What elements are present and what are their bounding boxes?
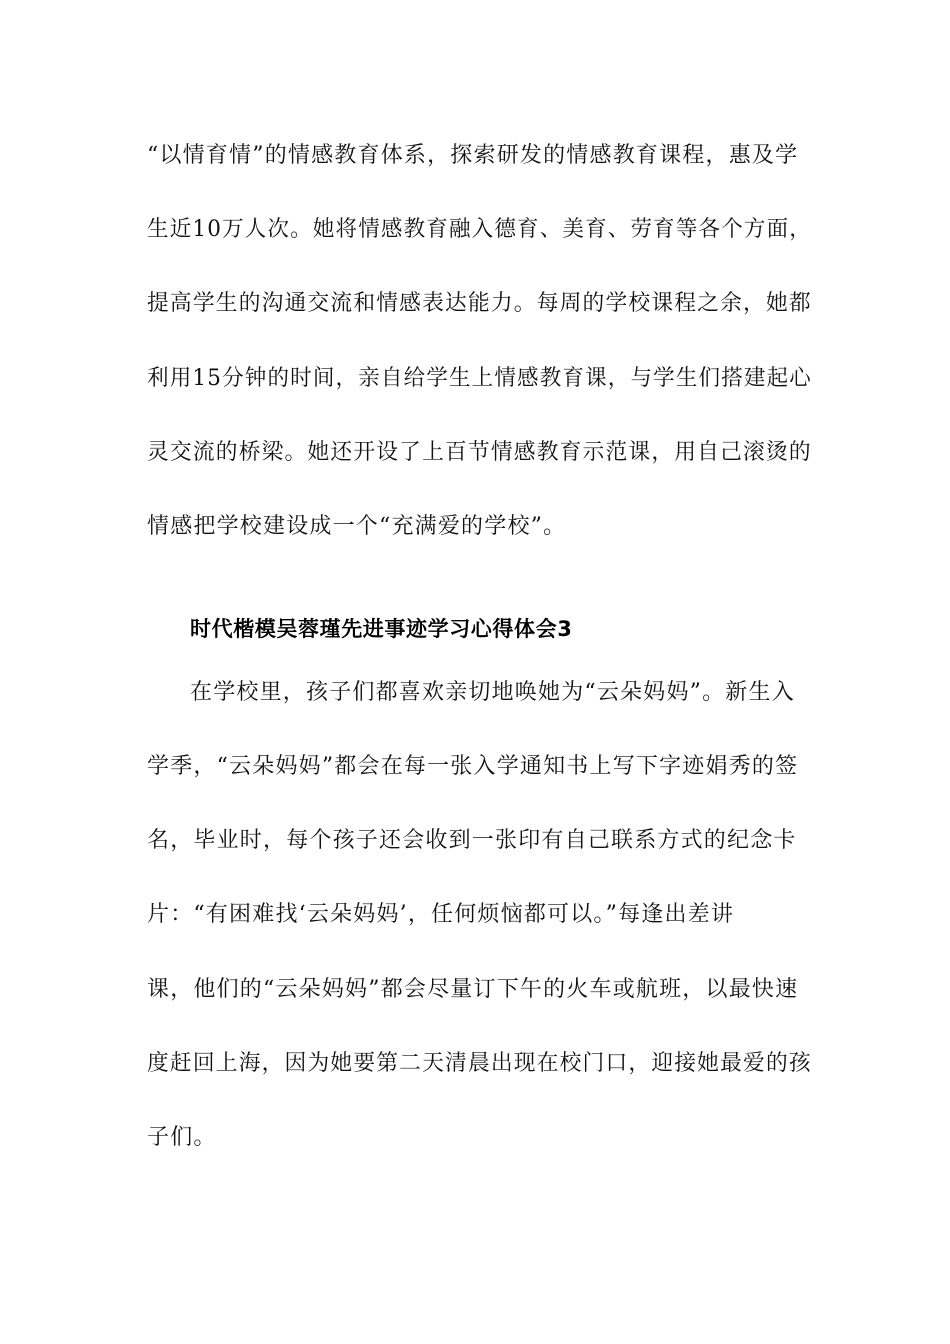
paragraph-1-line-5: 灵交流的桥梁。她还开设了上百节情感教育示范课，用自己滚烫的 bbox=[147, 440, 812, 465]
paragraph-2-line-2: 学季，“云朵妈妈”都会在每一张入学通知书上写下字迹娟秀的签 bbox=[147, 754, 799, 779]
paragraph-1-line-4: 利用15分钟的时间，亲自给学生上情感教育课，与学生们搭建起心 bbox=[147, 366, 812, 391]
paragraph-2-line-3: 名，毕业时，每个孩子还会收到一张印有自己联系方式的纪念卡 bbox=[147, 828, 797, 853]
paragraph-2-line-4: 片：“有困难找‘云朵妈妈’，任何烦恼都可以。”每逢出差讲 bbox=[147, 902, 735, 927]
paragraph-1-line-1: “以情育情”的情感教育体系，探索研发的情感教育课程，惠及学 bbox=[147, 143, 799, 168]
section-heading: 时代楷模吴蓉瑾先进事迹学习心得体会3 bbox=[190, 617, 573, 641]
paragraph-2-line-7: 子们。 bbox=[147, 1125, 217, 1150]
paragraph-2-line-6: 度赶回上海，因为她要第二天清晨出现在校门口，迎接她最爱的孩 bbox=[147, 1051, 812, 1076]
paragraph-2-line-5: 课，他们的“云朵妈妈”都会尽量订下午的火车或航班，以最快速 bbox=[147, 977, 799, 1002]
paragraph-1-line-6: 情感把学校建设成一个“充满爱的学校”。 bbox=[147, 514, 567, 539]
paragraph-2-line-1: 在学校里，孩子们都喜欢亲切地唤她为“云朵妈妈”。新生入 bbox=[190, 680, 795, 705]
paragraph-1-line-2: 生近10万人次。她将情感教育融入德育、美育、劳育等各个方面， bbox=[147, 217, 812, 242]
paragraph-1-line-3: 提高学生的沟通交流和情感表达能力。每周的学校课程之余，她都 bbox=[147, 291, 812, 316]
